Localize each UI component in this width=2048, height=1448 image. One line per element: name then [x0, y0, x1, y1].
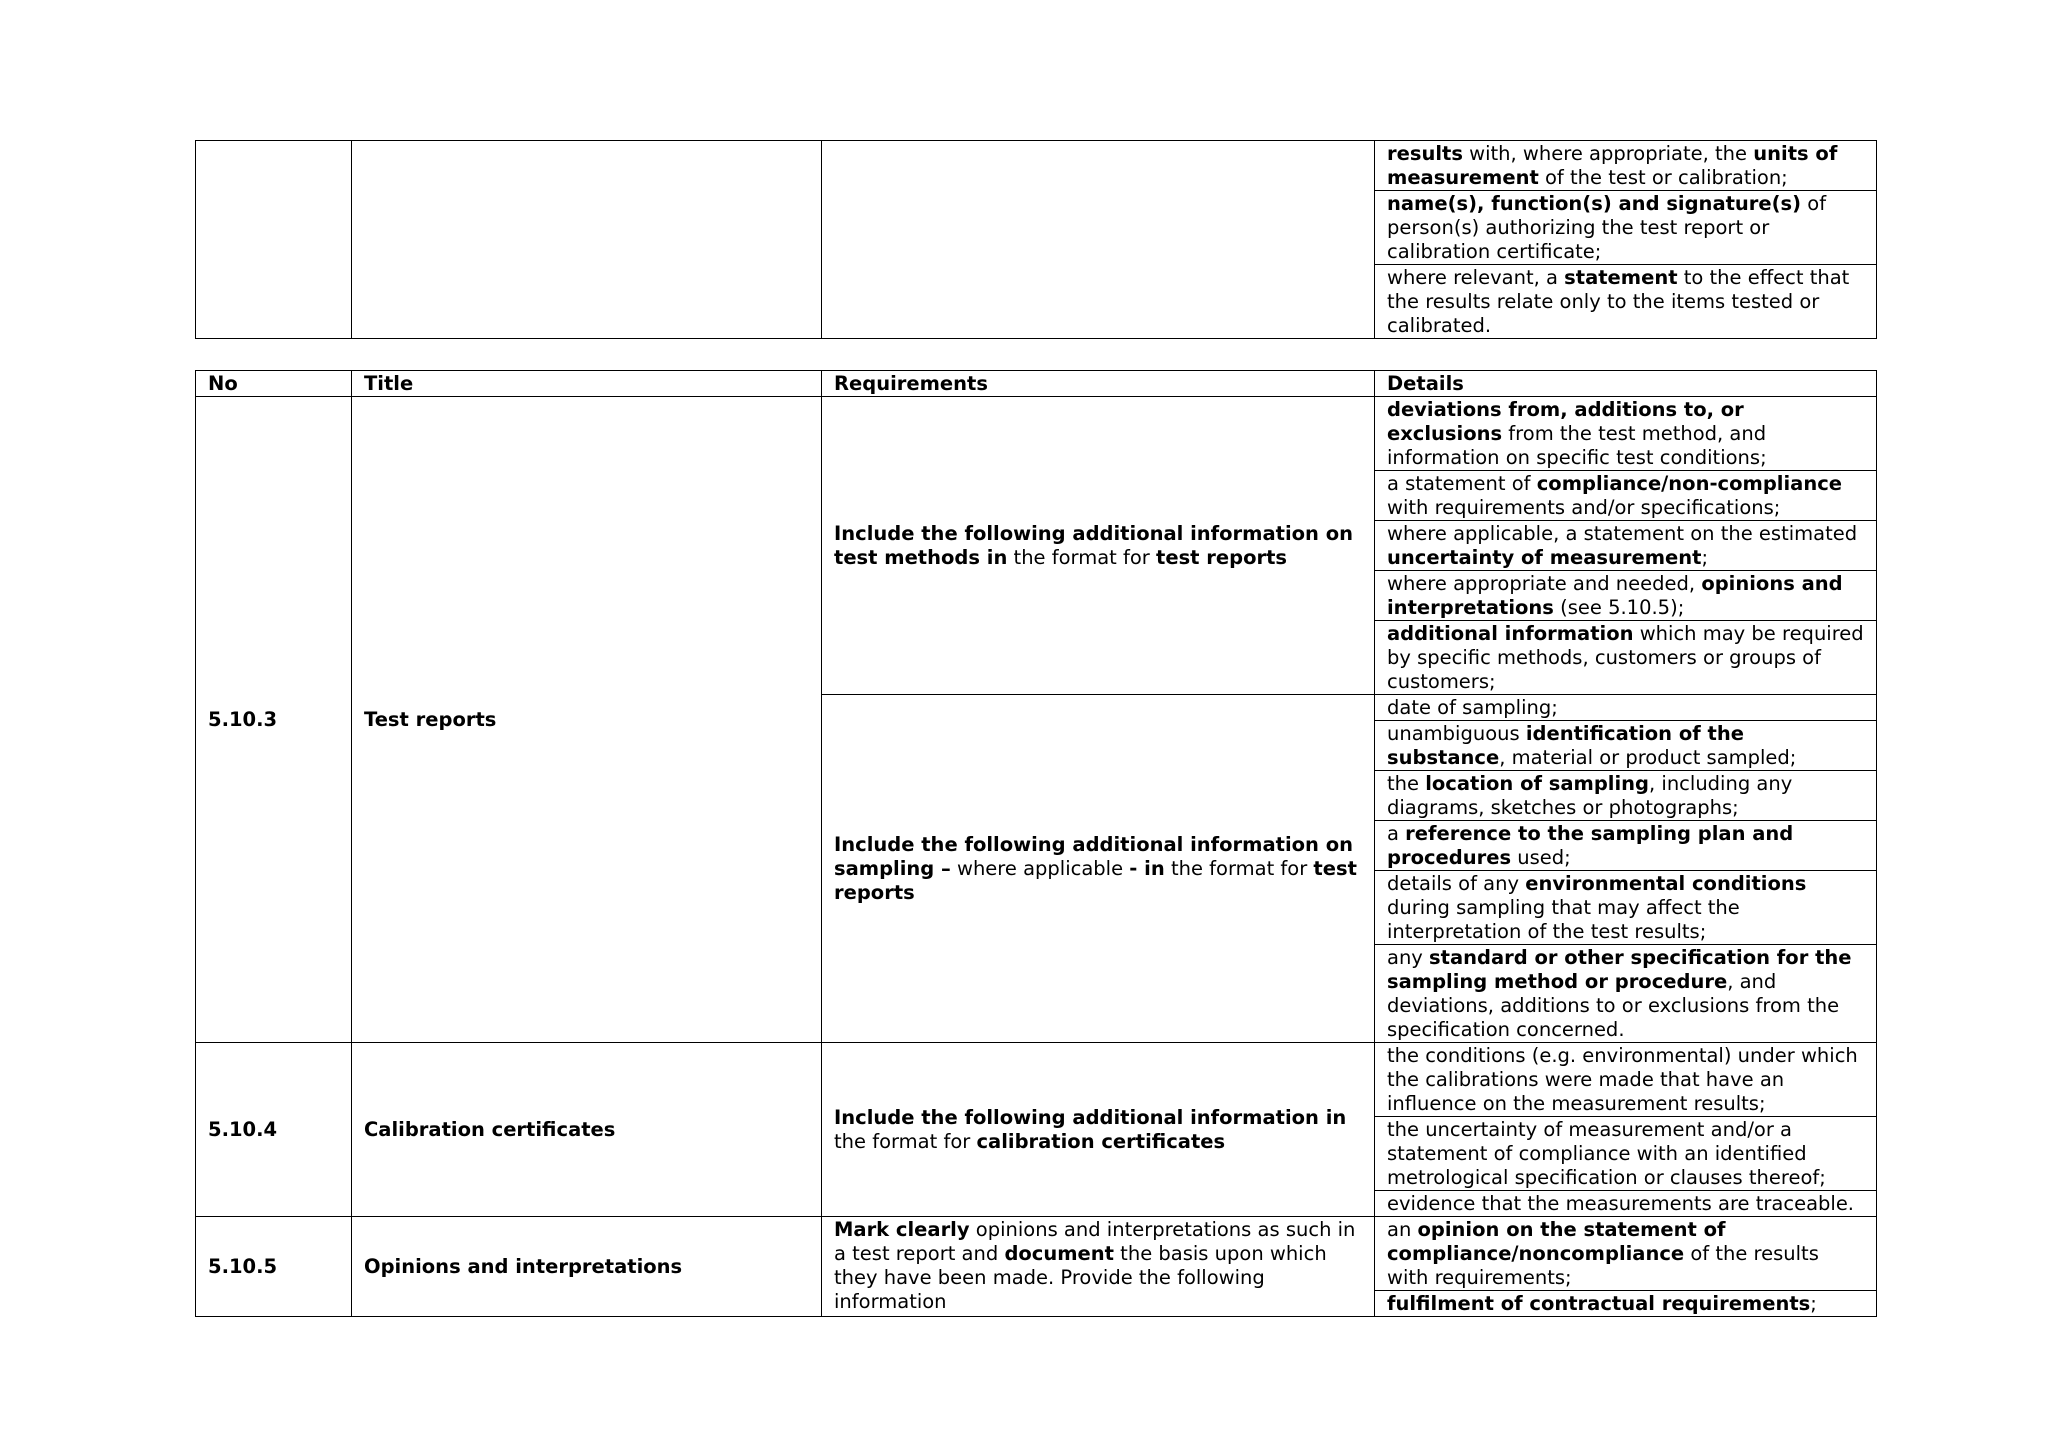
- text-run: details of any: [1387, 872, 1526, 895]
- text-run: from the test method, and information on specific test conditions;: [1387, 422, 1767, 469]
- requirement-cell: [822, 1217, 1375, 1317]
- section-number: 5.10.4: [196, 1043, 352, 1217]
- text-run: with requirements and/or specifications;: [1387, 496, 1781, 519]
- text-run: which may be required by specific methods, customers or groups of customers;: [1387, 622, 1864, 693]
- text-run: where applicable, a statement on the estimated: [1387, 522, 1858, 545]
- text-run: units of measurement: [1387, 142, 1838, 189]
- continuation-table: [195, 140, 1877, 339]
- text-run: Include the following additional information on sampling –: [834, 833, 1353, 880]
- requirement-cell: [822, 397, 1375, 695]
- details-cell: [1375, 571, 1877, 621]
- details-cell: [1375, 471, 1877, 521]
- empty-requirements-cell: [822, 141, 1375, 339]
- text-run: location of sampling: [1425, 772, 1649, 795]
- text-run: opinions and interpretations: [1387, 572, 1843, 619]
- text-run: opinions and interpretations as such in a test report and: [834, 1218, 1356, 1265]
- text-run: Mark clearly: [834, 1218, 970, 1241]
- text-run: any: [1387, 946, 1430, 969]
- section-title: Calibration certificates: [352, 1043, 822, 1217]
- text-run: evidence that the measurements are traceable.: [1387, 1192, 1855, 1215]
- text-run: an: [1387, 1218, 1418, 1241]
- table-row: [196, 1217, 1877, 1291]
- requirements-table: [195, 370, 1877, 1317]
- text-run: compliance/non-compliance: [1536, 472, 1842, 495]
- section-title: Opinions and interpretations: [352, 1217, 822, 1317]
- table-row: [196, 1043, 1877, 1117]
- text-run: test reports: [1156, 546, 1288, 569]
- details-cell: [1375, 621, 1877, 695]
- text-run: of the test or calibration;: [1538, 166, 1788, 189]
- details-cell: [1375, 265, 1877, 339]
- text-run: identification of the substance: [1387, 722, 1744, 769]
- requirement-cell: [822, 695, 1375, 1043]
- text-run: the format for: [1007, 546, 1157, 569]
- header-no: No: [196, 371, 352, 397]
- header-details: Details: [1375, 371, 1877, 397]
- details-cell: [1375, 1191, 1877, 1217]
- section-number: 5.10.3: [196, 397, 352, 1043]
- text-run: , including any diagrams, sketches or photographs;: [1387, 772, 1793, 819]
- details-cell: [1375, 1291, 1877, 1317]
- text-run: date of sampling;: [1387, 696, 1558, 719]
- text-run: name(s), function(s) and signature(s): [1387, 192, 1802, 215]
- text-run: statement: [1564, 266, 1678, 289]
- section-title: Test reports: [352, 397, 822, 1043]
- text-run: the conditions (e.g. environmental) under which the calibrations were made that have an influence on the measurement results;: [1387, 1044, 1858, 1115]
- details-cell: [1375, 397, 1877, 471]
- header-requirements: Requirements: [822, 371, 1375, 397]
- details-cell: [1375, 191, 1877, 265]
- text-run: - in: [1129, 857, 1165, 880]
- text-run: Include the following additional information on test methods in: [834, 522, 1353, 569]
- text-run: opinion on the statement of compliance/noncompliance: [1387, 1218, 1726, 1265]
- text-run: reference to the sampling plan and procedures: [1387, 822, 1794, 869]
- details-cell: [1375, 695, 1877, 721]
- text-run: , and deviations, additions to or exclusions from the specification concerned.: [1387, 970, 1840, 1041]
- text-run: used;: [1511, 846, 1571, 869]
- text-run: of person(s) authorizing the test report or calibration certificate;: [1387, 192, 1827, 263]
- table-row: [196, 141, 1877, 191]
- text-run: to the effect that the results relate only to the items tested or calibrated.: [1387, 266, 1850, 337]
- details-cell: [1375, 141, 1877, 191]
- text-run: uncertainty of measurement: [1387, 546, 1702, 569]
- text-run: a statement of: [1387, 472, 1537, 495]
- text-run: the format for: [834, 1130, 977, 1153]
- text-run: fulfilment of contractual requirements: [1387, 1292, 1811, 1315]
- text-run: calibration certificates: [976, 1130, 1226, 1153]
- text-run: test reports: [834, 857, 1357, 904]
- text-run: deviations from, additions to, or exclusions: [1387, 398, 1744, 445]
- text-run: the basis upon which they have been made. Provide the following information: [834, 1242, 1327, 1313]
- table-row: [196, 397, 1877, 471]
- text-run: document: [1004, 1242, 1114, 1265]
- text-run: environmental conditions: [1525, 872, 1807, 895]
- details-cell: [1375, 945, 1877, 1043]
- text-run: during sampling that may affect the interpretation of the test results;: [1387, 896, 1740, 943]
- text-run: results: [1387, 142, 1463, 165]
- text-run: where relevant, a: [1387, 266, 1565, 289]
- text-run: (see 5.10.5);: [1553, 596, 1685, 619]
- text-run: ;: [1810, 1292, 1817, 1315]
- details-cell: [1375, 1217, 1877, 1291]
- text-run: the uncertainty of measurement and/or a statement of compliance with an identified metrological specification or clauses thereof;: [1387, 1118, 1826, 1189]
- text-run: , material or product sampled;: [1499, 746, 1797, 769]
- details-cell: [1375, 771, 1877, 821]
- requirement-cell: [822, 1043, 1375, 1217]
- text-run: unambiguous: [1387, 722, 1526, 745]
- text-run: where appropriate and needed,: [1387, 572, 1702, 595]
- details-cell: [1375, 1043, 1877, 1117]
- text-run: standard or other specification for the sampling method or procedure: [1387, 946, 1852, 993]
- details-cell: [1375, 721, 1877, 771]
- text-run: a: [1387, 822, 1406, 845]
- text-run: the format for: [1164, 857, 1314, 880]
- text-run: the: [1387, 772, 1426, 795]
- text-run: Include the following additional information in: [834, 1106, 1347, 1129]
- text-run: of the results with requirements;: [1387, 1242, 1819, 1289]
- header-row: [196, 371, 1877, 397]
- details-cell: [1375, 821, 1877, 871]
- empty-no-cell: [196, 141, 352, 339]
- details-cell: [1375, 871, 1877, 945]
- text-run: with, where appropriate, the: [1462, 142, 1754, 165]
- empty-title-cell: [352, 141, 822, 339]
- header-title: Title: [352, 371, 822, 397]
- details-cell: [1375, 1117, 1877, 1191]
- details-cell: [1375, 521, 1877, 571]
- text-run: ;: [1701, 546, 1709, 569]
- text-run: where applicable: [950, 857, 1130, 880]
- section-number: 5.10.5: [196, 1217, 352, 1317]
- text-run: additional information: [1387, 622, 1634, 645]
